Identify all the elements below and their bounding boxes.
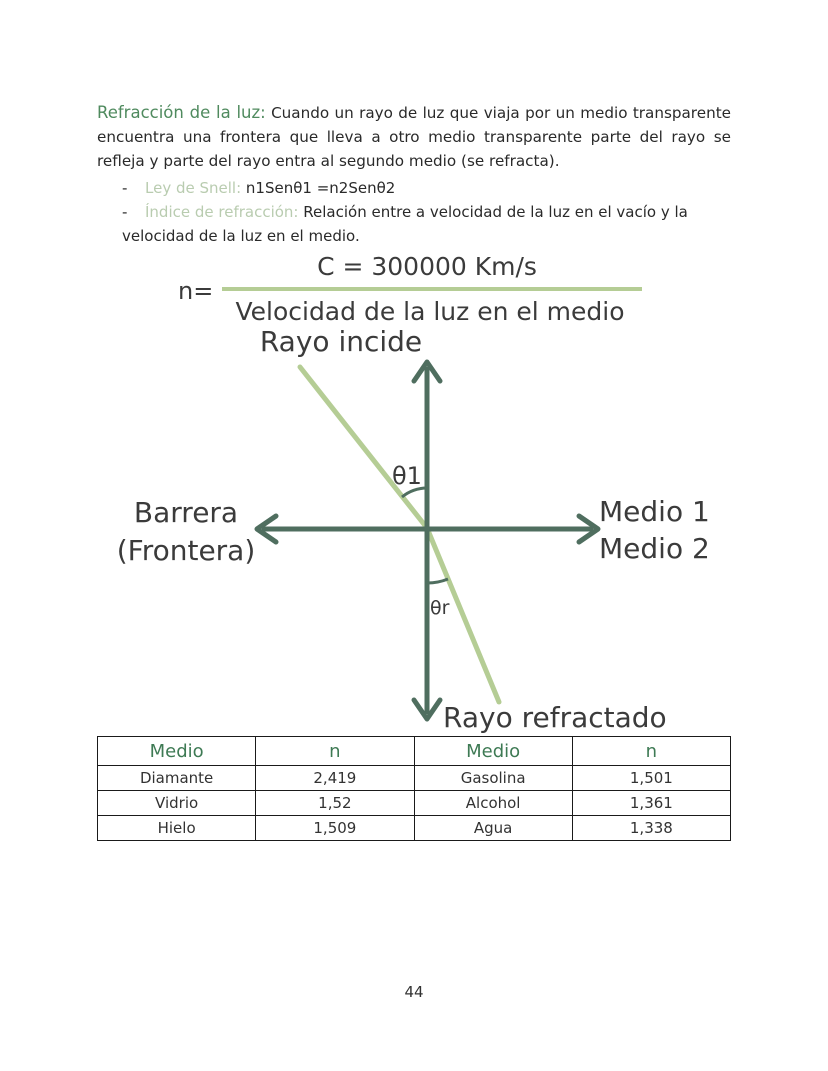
table-row [98,766,731,791]
formula-denominator: Velocidad de la luz en el medio [235,297,625,326]
page-number: 44 [404,983,424,1001]
barrier-label-line2: (Frontera) [116,534,256,567]
barrier-label-line1: Barrera [133,496,239,529]
formula-lhs: n= [178,277,214,305]
medium-1-label: Medio 1 [599,495,710,528]
table-cell: 2,419 [256,766,414,791]
bullet-label-snell: Ley de Snell: [145,179,242,197]
bullet-dash: - [122,203,128,221]
table-row [98,791,731,816]
table-cell: Hielo [98,816,256,841]
angle-arc-refracted [427,579,448,583]
refracted-ray-label: Rayo refractado [443,701,667,734]
table-cell: Alcohol [414,791,572,816]
medium-2-label: Medio 2 [599,532,710,565]
bullet-dash: - [122,179,128,197]
header-n-2: n [572,737,730,766]
incident-ray-label: Rayo incide [259,325,423,358]
formula-numerator: C = 300000 Km/s [317,252,537,281]
header-n-1: n [256,737,414,766]
bullet-label-index: Índice de refracción: [145,203,299,221]
incident-ray [300,367,427,528]
header-medio-2: Medio [414,737,572,766]
table-header-row [98,737,731,766]
header-medio-1: Medio [98,737,256,766]
table-cell: Gasolina [414,766,572,791]
table-cell: 1,501 [572,766,730,791]
table-cell: 1,52 [256,791,414,816]
theta-incident-label: θ1 [392,462,422,490]
table-cell: Agua [414,816,572,841]
bullet-text-snell: n1Senθ1 =n2Senθ2 [245,179,396,197]
theta-refracted-label: θr [430,597,450,619]
section-title: Refracción de la luz: [97,103,266,122]
table-cell: 1,361 [572,791,730,816]
table-cell: 1,338 [572,816,730,841]
table-row [98,816,731,841]
table-cell: Vidrio [98,791,256,816]
bullet-text-index: Relación entre a velocidad de la luz en el vacío y la velocidad de la luz en el medio. [122,203,688,245]
table-cell: Diamante [98,766,256,791]
table-cell: 1,509 [256,816,414,841]
intro-text: Cuando un rayo de luz que viaja por un medio transparente encuentra una frontera que lleva a otro medio transparente parte del rayo se refleja y parte del rayo entra al segundo medio (se refracta). [97,104,731,170]
refraction-index-table [97,736,731,841]
